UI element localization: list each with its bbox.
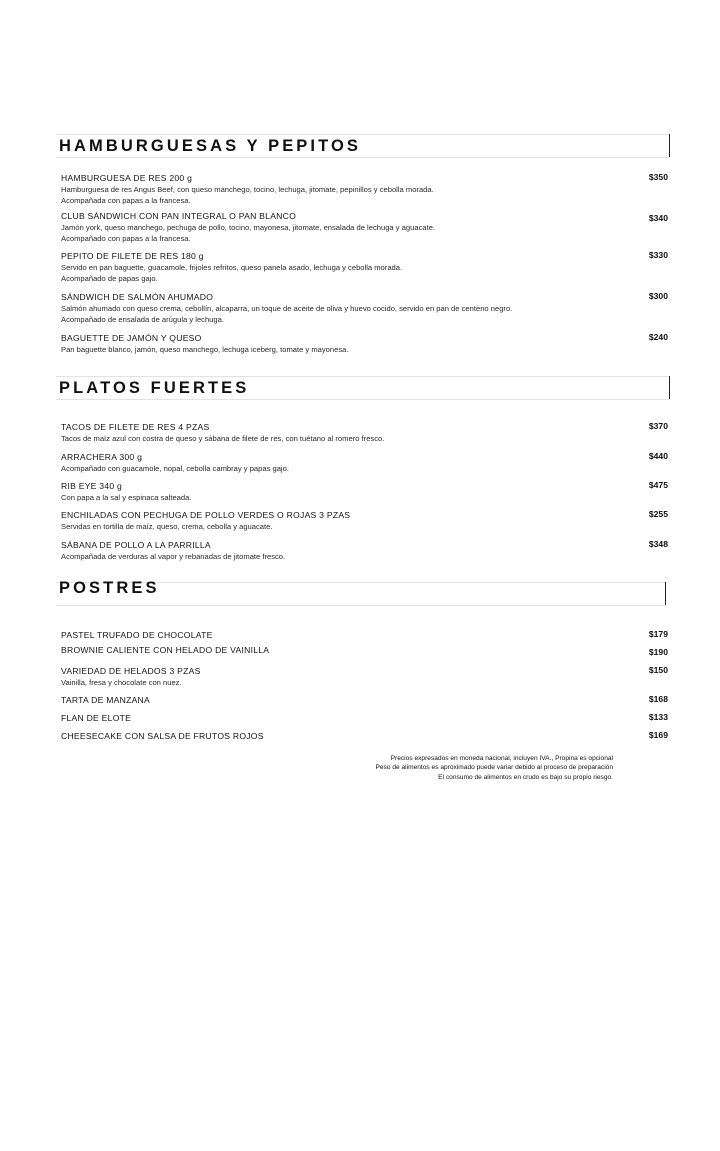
item-price: $340 xyxy=(648,213,668,223)
header-rule-right xyxy=(669,376,670,400)
header-rule-bottom xyxy=(56,399,670,400)
item-description: Servido en pan baguette, guacamole, frijoles refritos, queso panela asado, lechuga y cebolla morada. xyxy=(61,263,403,272)
item-name: TACOS DE FILETE DE RES 4 PZAS xyxy=(61,422,210,432)
item-description: Salmón ahumado con queso crema, cebollín, alcaparra, un toque de aceite de oliva y huevo cocido, servido en pan de centeno negro. xyxy=(61,304,513,313)
menu-item xyxy=(61,210,668,244)
item-price: $300 xyxy=(648,291,668,301)
item-description: Acompañado con guacamole, nopal, cebolla cambray y papas gajo. xyxy=(61,464,289,473)
item-description: Hamburguesa de res Angus Beef, con queso manchego, tocino, lechuga, jitomate, pepinillos y cebolla morada. xyxy=(61,185,434,194)
section-title: HAMBURGUESAS Y PEPITOS xyxy=(59,137,362,155)
section-header xyxy=(0,579,720,606)
item-price: $440 xyxy=(648,451,668,461)
menu-item xyxy=(61,421,668,444)
item-name: HAMBURGUESA DE RES 200 g xyxy=(61,173,193,183)
item-name: PEPITO DE FILETE DE RES 180 g xyxy=(61,251,204,261)
item-description: Con papa a la sal y espinaca salteada. xyxy=(61,493,192,502)
item-price: $348 xyxy=(648,539,668,549)
item-name: CLUB SÁNDWICH CON PAN INTEGRAL O PAN BLANCO xyxy=(61,211,297,221)
menu-item xyxy=(61,712,668,724)
item-name: SÁNDWICH DE SALMÓN AHUMADO xyxy=(61,292,214,302)
footer-note: Peso de alimentos es aproximado puede variar debido al proceso de preparación xyxy=(375,764,613,772)
item-description: Servidas en tortilla de maíz, queso, crema, cebolla y aguacate. xyxy=(61,522,273,531)
item-price: $179 xyxy=(648,629,668,639)
item-name: FLAN DE ELOTE xyxy=(61,713,132,723)
footer-note: El consumo de alimentos en crudo es bajo su propio riesgo. xyxy=(438,773,613,781)
item-price: $150 xyxy=(648,665,668,675)
item-description: Acompañado con papas a la francesa. xyxy=(61,234,191,244)
item-name: ENCHILADAS CON PECHUGA DE POLLO VERDES O ROJAS 3 PZAS xyxy=(61,510,351,520)
header-rule-top xyxy=(56,376,670,377)
item-price: $168 xyxy=(648,694,668,704)
menu-item xyxy=(61,539,668,562)
header-rule-right xyxy=(665,582,666,606)
item-name: PASTEL TRUFADO DE CHOCOLATE xyxy=(61,630,213,640)
menu-item xyxy=(61,172,668,206)
item-description: Vainilla, fresa y chocolate con nuez. xyxy=(61,678,182,687)
item-price: $475 xyxy=(648,480,668,490)
item-name: BROWNIE CALIENTE CON HELADO DE VAINILLA xyxy=(61,645,270,655)
item-price: $370 xyxy=(648,421,668,431)
item-description: Jamón york, queso manchego, pechuga de pollo, tocino, mayonesa, jitomate, ensalada de lechuga y aguacate. xyxy=(61,223,436,232)
header-rule-top xyxy=(56,134,670,135)
section-title: PLATOS FUERTES xyxy=(59,379,250,397)
header-rule-bottom xyxy=(56,605,666,606)
menu-item xyxy=(61,694,668,706)
menu-item xyxy=(61,332,668,355)
item-price: $255 xyxy=(648,509,668,519)
item-name: BAGUETTE DE JAMÓN Y QUESO xyxy=(61,333,202,343)
item-price: $240 xyxy=(648,332,668,342)
section-postres xyxy=(0,579,720,606)
menu-item xyxy=(61,480,668,503)
section-header xyxy=(0,134,720,158)
item-description: Acompañada con papas a la francesa. xyxy=(61,196,191,206)
item-description: Acompañada de verduras al vapor y rebanadas de jitomate fresco. xyxy=(61,552,286,561)
item-price: $133 xyxy=(648,712,668,722)
header-rule-bottom xyxy=(56,157,670,158)
menu-item xyxy=(61,451,668,474)
section-platos-fuertes xyxy=(0,376,720,400)
menu-item xyxy=(61,644,668,656)
item-description: Tacos de maíz azul con costra de queso y sábana de filete de res, con tuétano al romero fresco. xyxy=(61,434,385,443)
item-description: Acompañado de ensalada de arúgula y lechuga. xyxy=(61,315,224,325)
item-description: Pan baguette blanco, jamón, queso manchego, lechuga iceberg, tomate y mayonesa. xyxy=(61,345,349,354)
item-name: TARTA DE MANZANA xyxy=(61,695,150,705)
item-name: RIB EYE 340 g xyxy=(61,481,123,491)
footer-notes xyxy=(375,754,613,782)
item-price: $330 xyxy=(648,250,668,260)
section-title: POSTRES xyxy=(59,579,160,597)
item-price: $169 xyxy=(648,730,668,740)
footer-note: Precios expresados en moneda nacional, incluyen IVA., Propina es opcional xyxy=(390,755,613,762)
menu-item xyxy=(61,291,668,325)
section-header xyxy=(0,376,720,400)
menu-item xyxy=(61,730,668,742)
item-price: $190 xyxy=(648,647,668,657)
item-price: $350 xyxy=(648,172,668,182)
item-name: SÁBANA DE POLLO A LA PARRILLA xyxy=(61,540,211,550)
header-rule-right xyxy=(669,134,670,158)
item-name: CHEESECAKE CON SALSA DE FRUTOS ROJOS xyxy=(61,731,264,741)
item-name: VARIEDAD DE HELADOS 3 PZAS xyxy=(61,666,201,676)
section-hamburguesas xyxy=(0,134,720,158)
item-name: ARRACHERA 300 g xyxy=(61,452,143,462)
menu-item xyxy=(61,250,668,284)
item-description: Acompañado de papas gajo. xyxy=(61,274,158,284)
menu-item xyxy=(61,629,668,641)
menu-item xyxy=(61,509,668,532)
menu-item xyxy=(61,665,668,688)
